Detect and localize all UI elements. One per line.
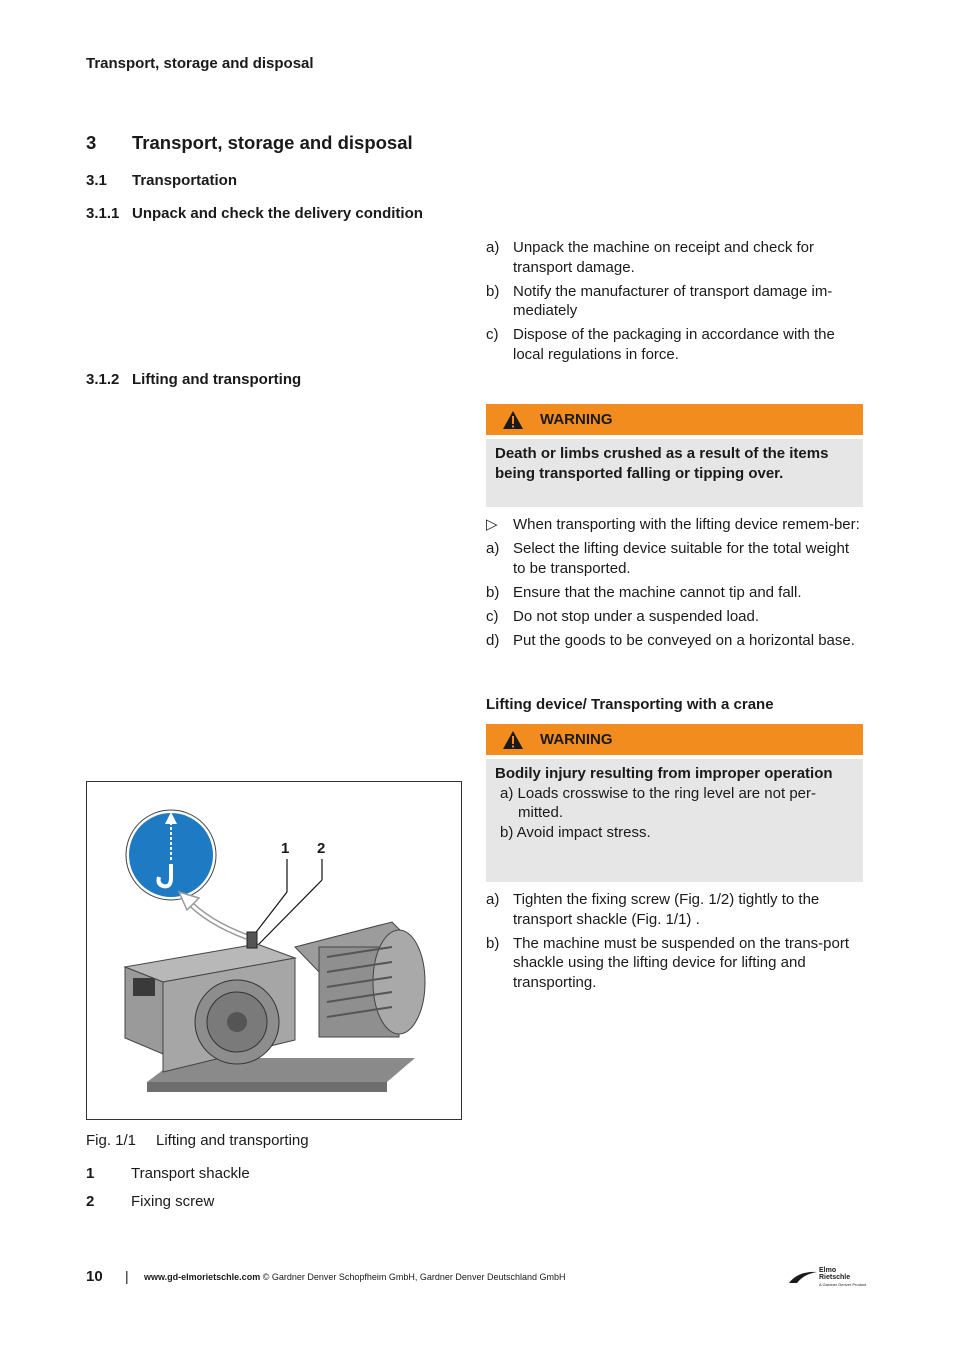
pump-illustration	[87, 782, 461, 1119]
subsection-number: 3.1.1	[86, 205, 120, 222]
subsection-title: Unpack and check the delivery condition	[132, 205, 423, 222]
callout-2: 2	[317, 840, 326, 857]
warning-label: WARNING	[540, 411, 613, 428]
callout-1: 1	[281, 840, 290, 857]
subsection-heading-lifting	[86, 371, 301, 388]
list-item: d) Put the goods to be conveyed on a horizontal base.	[486, 631, 855, 649]
section-number: 3.1	[86, 172, 107, 189]
warning-header	[486, 404, 863, 435]
crane-list	[486, 890, 864, 997]
footer-separator: |	[125, 1268, 129, 1284]
section-title: Transportation	[132, 172, 238, 189]
caption-text: Lifting and transporting	[156, 1132, 309, 1149]
subsection-number: 3.1.2	[86, 371, 120, 388]
logo-swoosh-icon	[788, 1270, 818, 1284]
elmo-rietschle-logo: Elmo Rietschle A Gardner Denver Product	[788, 1266, 866, 1290]
chapter-title: Transport, storage and disposal	[132, 132, 413, 153]
list-item: b) Ensure that the machine cannot tip and fall.	[486, 583, 802, 601]
list-item: ▷ When transporting with the lifting device remem-ber:	[486, 516, 860, 533]
legend-item: 1 Transport shackle	[86, 1165, 250, 1182]
warning-triangle-icon	[486, 410, 540, 430]
warning-item-cont: mitted.	[518, 804, 564, 821]
warning-text: Death or limbs crushed as a result of the items being transported falling or tipping over.	[495, 445, 829, 482]
figure-lifting	[86, 781, 462, 1120]
warning-item: b) Avoid impact stress.	[500, 823, 651, 841]
figure-caption	[86, 1132, 309, 1149]
list-item: c) Dispose of the packaging in accordance with the local regulations in force.	[486, 326, 835, 363]
list-item: a) Select the lifting device suitable for the total weight to be transported.	[486, 540, 850, 577]
warning-title: Bodily injury resulting from improper operation	[495, 765, 833, 782]
unpack-list	[486, 238, 864, 369]
footer-text	[144, 1272, 565, 1282]
warning-body	[486, 759, 863, 882]
warning-header	[486, 724, 863, 755]
chapter-heading	[86, 132, 413, 154]
legend-item: 2 Fixing screw	[86, 1193, 215, 1210]
running-head: Transport, storage and disposal	[86, 55, 314, 72]
warning-body	[486, 439, 863, 507]
crane-hook-sign-icon	[126, 810, 216, 900]
list-item: c) Do not stop under a suspended load.	[486, 607, 760, 625]
list-item: a) Tighten the fixing screw (Fig. 1/2) tightly to the transport shackle (Fig. 1/1) .	[486, 891, 820, 928]
lifting-list	[486, 515, 864, 655]
footer-url[interactable]: www.gd-elmorietschle.com	[144, 1272, 261, 1282]
list-item: b) Notify the manufacturer of transport damage im-mediately	[486, 282, 833, 319]
warning-label: WARNING	[540, 731, 613, 748]
list-item: a) Unpack the machine on receipt and check for transport damage.	[486, 239, 815, 276]
warning-item: a) Loads crosswise to the ring level are not per-	[500, 784, 816, 802]
subsection-heading-unpack	[86, 205, 423, 222]
crane-heading: Lifting device/ Transporting with a crane	[486, 696, 774, 713]
chapter-number: 3	[86, 132, 97, 153]
footer-copyright: © Gardner Denver Schopfheim GmbH, Gardner Denver Deutschland GmbH	[262, 1272, 566, 1282]
warning-triangle-icon	[486, 730, 540, 750]
subsection-title: Lifting and transporting	[132, 371, 302, 388]
list-item: b) The machine must be suspended on the trans-port shackle using the lifting device for lifting and transporting.	[486, 934, 850, 991]
section-heading	[86, 172, 237, 189]
page-number: 10	[86, 1268, 103, 1285]
caption-number: Fig. 1/1	[86, 1132, 137, 1149]
